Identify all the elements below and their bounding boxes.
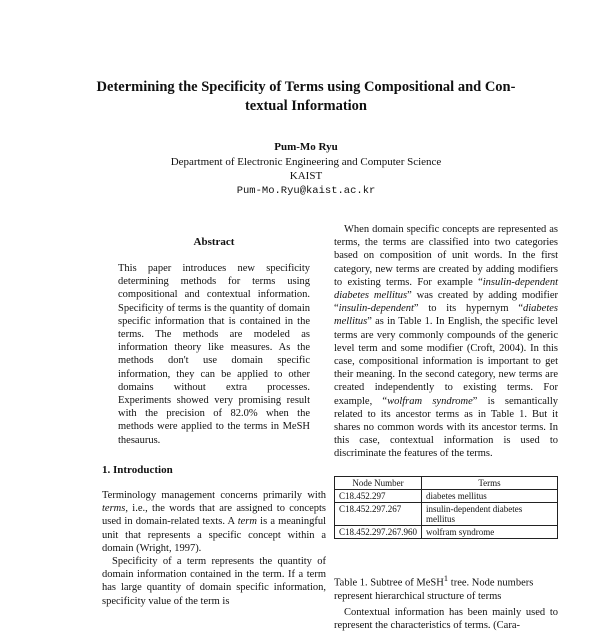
author-institution: KAIST bbox=[289, 170, 323, 182]
emphasis-wolfram: wolfram syndrome bbox=[387, 395, 473, 407]
table-cell: wolfram syndrome bbox=[422, 526, 558, 539]
emphasis-modifier: insulin-dependent bbox=[338, 303, 414, 315]
table-row bbox=[335, 526, 558, 539]
title-line-1: Determining the Specificity of Terms using Compositional and Con- bbox=[96, 79, 516, 95]
emphasis-insulin: insulin-dependent diabetes mellitus bbox=[334, 276, 558, 302]
emphasis-term: term bbox=[237, 516, 257, 528]
table-caption: Table 1. Subtree of MeSH$^1$ tree. Node numbers represent hierarchical structure of terms bbox=[334, 573, 534, 602]
abstract-text: This paper introduces new specificity determining methods for terms using compositional and contextual information. Specificity of terms is the quantity of domain specific information that is contained in the terms. The methods are modeled as information theory like measures. As the methods don't use domain specific information, they can be applied to other domains without extra processes. Experiments showed very promising result with the precision of 82.0% when the methods were applied to the terms in MeSH thesaurus. bbox=[118, 263, 310, 446]
table-cell: C18.452.297.267 bbox=[335, 503, 422, 526]
table-header-row bbox=[335, 477, 558, 490]
right-column-final bbox=[334, 606, 558, 632]
author-block bbox=[150, 140, 462, 198]
right-paragraph-1: When domain specific concepts are represented as terms, the terms are classified into two categories based on composition of unit words. In the first category, new terms are created by adding modifiers to existing terms. For example “insulin-dependent diabetes mellitus” was created by adding modifier “insulin-dependent” to its hypernym “diabetes mellitus” as in Table 1. In English, the specific level terms are very commonly compounds of the generic level term and some modifier (Croft, 2004). In this case, compositional information is important to get their meaning. In the second category, new terms are created independently to existing terms. For example, “wolfram syndrome” is semantically related to its ancestor terms as in Table 1. But it shares no common words with its ancestor terms. In this case, contextual information is used to discriminate the features of the terms. bbox=[334, 224, 559, 460]
right-column-body bbox=[334, 223, 558, 461]
table-header-terms: Terms bbox=[422, 477, 558, 490]
table-header-node-number: Node Number bbox=[335, 477, 422, 490]
title-line-2: textual Information bbox=[244, 98, 368, 114]
table-cell: diabetes mellitus bbox=[422, 490, 558, 503]
author-email: Pum-Mo.Ryu@kaist.ac.kr bbox=[236, 184, 376, 197]
table-cell: C18.452.297 bbox=[335, 490, 422, 503]
introduction-heading: 1. Introduction bbox=[102, 464, 173, 476]
right-paragraph-2: Contextual information has been mainly used to represent the characteristics of terms. (Cara- bbox=[334, 607, 558, 632]
paper-title bbox=[96, 78, 516, 116]
abstract-body bbox=[118, 262, 310, 447]
emphasis-hypernym: diabetes mellitus bbox=[334, 303, 558, 328]
author-department: Department of Electronic Engineering and Computer Science bbox=[170, 155, 442, 168]
introduction-body bbox=[102, 489, 326, 608]
table-cell: insulin-dependent diabetes mellitus bbox=[422, 503, 558, 526]
emphasis-terms: terms bbox=[102, 503, 126, 515]
table-row bbox=[335, 490, 558, 503]
abstract-heading: Abstract bbox=[193, 236, 235, 248]
intro-paragraph-2: Specificity of a term represents the quantity of domain information contained in the term. If a term has large quantity of domain specific information, specificity value of the term is bbox=[102, 556, 326, 607]
mesh-subtree-table bbox=[334, 476, 558, 539]
table-cell: C18.452.297.267.960 bbox=[335, 526, 422, 539]
author-name: Pum-Mo Ryu bbox=[274, 141, 338, 153]
table-row bbox=[335, 503, 558, 526]
footnote-marker: 1 bbox=[443, 573, 449, 583]
intro-paragraph-1: Terminology management concerns primarily with terms, i.e., the words that are assigned to concepts used in domain-related texts. A term is a meaningful unit that represents a specific concept within a domain (Wright, 1997). bbox=[102, 490, 326, 554]
